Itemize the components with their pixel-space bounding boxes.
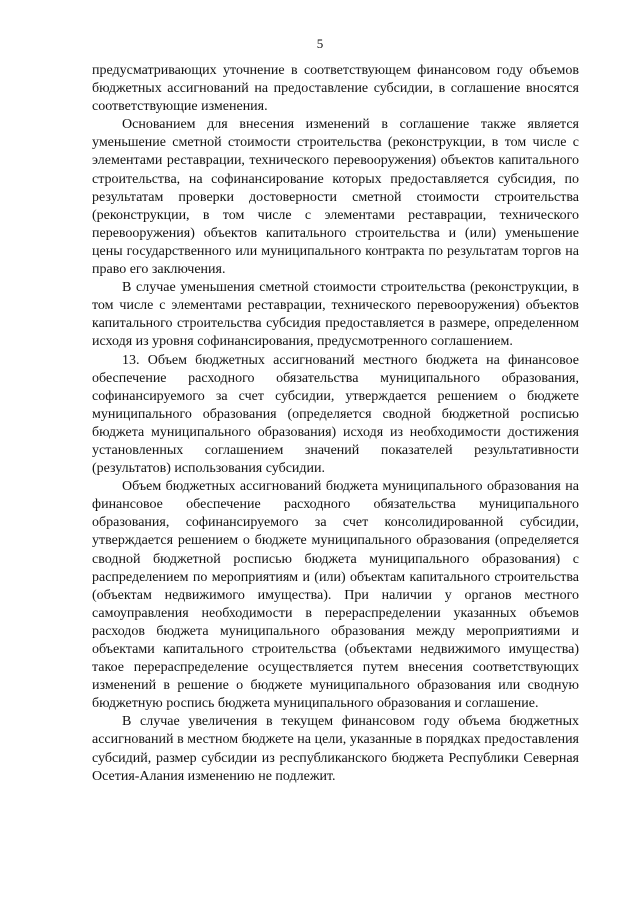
- paragraph-budget-increase: В случае увеличения в текущем финансовом году объема бюджетных ассигнований в местном бюджете на цели, указанные в порядках предоставления субсидий, размер субсидии из республиканского бюджета Республики Северная Осетия-Алания изменению не подлежит.: [92, 714, 579, 784]
- paragraph-clause-13: 13. Объем бюджетных ассигнований местного бюджета на финансовое обеспечение расходного обязательства муниципального образования, софинансируемого за счет субсидии, утверждается решением о бюджете муниципального образования (определяется сводной бюджетной росписью бюджета муниципального образования) исходя из необходимости достижения установленных соглашением значений показателей результативности (результатов) использования субсидии.: [92, 352, 579, 477]
- paragraph-continuation: предусматривающих уточнение в соответствующем финансовом году объемов бюджетных ассигнований на предоставление субсидии, в соглашение вносятся соответствующие изменения.: [92, 63, 579, 115]
- document-body: [92, 62, 579, 786]
- paragraph-cost-reduction: В случае уменьшения сметной стоимости строительства (реконструкции, в том числе с элементами реставрации, технического перевооружения) объектов капитального строительства субсидия предоставляется в размере, определенном исходя из уровня софинансирования, предусмотренного соглашением.: [92, 280, 579, 350]
- paragraph-amendment-basis: Основанием для внесения изменений в соглашение также является уменьшение сметной стоимости строительства (реконструкции, в том числе с элементами реставрации, технического перевооружения) объектов капитального строительства, на софинансирование которых предоставляется субсидия, по результатам проверки достоверности сметной стоимости строительства (реконструкции, в том числе с элементами реставрации, технического перевооружения) объектов капитального строительства и (или) уменьшение цены государственного или муниципального контракта по результатам торгов на право его заключения.: [92, 117, 579, 278]
- paragraph-consolidated-subsidy: Объем бюджетных ассигнований бюджета муниципального образования на финансовое обеспечение расходного обязательства муниципального образования, софинансируемого за счет консолидированной субсидии, утверждается решением о бюджете муниципального образования (определяется сводной бюджетной росписью бюджета муниципального образования) с распределением по мероприятиям и (или) объектам капитального строительства (объектам недвижимого имущества). При наличии у органов местного самоуправления необходимости в перераспределении указанных объемов расходов бюджета муниципального образования между мероприятиями и объектами капитального строительства (объектами недвижимого имущества) такое перераспределение осуществляется путем внесения соответствующих изменений в решение о бюджете муниципального образования или сводную бюджетную роспись бюджета муниципального образования и соглашение.: [92, 479, 579, 712]
- page-number: 5: [316, 36, 324, 51]
